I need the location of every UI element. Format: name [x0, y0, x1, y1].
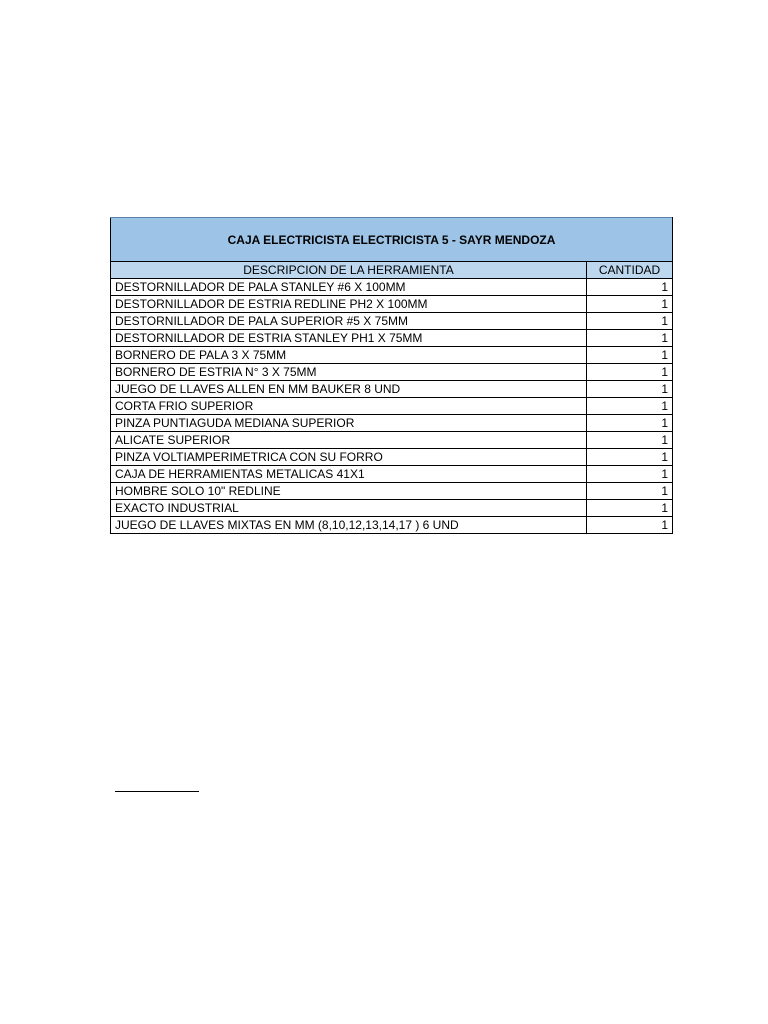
table-row — [111, 449, 673, 466]
item-description: JUEGO DE LLAVES ALLEN EN MM BAUKER 8 UND — [111, 381, 587, 398]
table-title-row — [111, 218, 673, 262]
item-description: DESTORNILLADOR DE ESTRIA REDLINE PH2 X 100MM — [111, 296, 587, 313]
item-quantity: 1 — [587, 330, 673, 347]
item-description: ALICATE SUPERIOR — [111, 432, 587, 449]
item-quantity: 1 — [587, 398, 673, 415]
item-quantity: 1 — [587, 279, 673, 296]
item-description: PINZA VOLTIAMPERIMETRICA CON SU FORRO — [111, 449, 587, 466]
table-row — [111, 500, 673, 517]
item-quantity: 1 — [587, 449, 673, 466]
item-quantity: 1 — [587, 500, 673, 517]
table-row — [111, 483, 673, 500]
table-header-row — [111, 262, 673, 279]
header-description: DESCRIPCION DE LA HERRAMIENTA — [111, 262, 587, 279]
item-quantity: 1 — [587, 381, 673, 398]
table-row — [111, 313, 673, 330]
item-description: BORNERO DE ESTRIA N° 3 X 75MM — [111, 364, 587, 381]
table-row — [111, 517, 673, 534]
item-quantity: 1 — [587, 347, 673, 364]
table-body — [111, 218, 673, 534]
table-row — [111, 381, 673, 398]
table-row — [111, 466, 673, 483]
item-description: DESTORNILLADOR DE ESTRIA STANLEY PH1 X 75MM — [111, 330, 587, 347]
header-quantity: CANTIDAD — [587, 262, 673, 279]
table-row — [111, 347, 673, 364]
item-description: DESTORNILLADOR DE PALA SUPERIOR #5 X 75MM — [111, 313, 587, 330]
table-row — [111, 398, 673, 415]
item-description: CAJA DE HERRAMIENTAS METALICAS 41X1 — [111, 466, 587, 483]
item-quantity: 1 — [587, 296, 673, 313]
table-row — [111, 296, 673, 313]
item-quantity: 1 — [587, 432, 673, 449]
item-description: PINZA PUNTIAGUDA MEDIANA SUPERIOR — [111, 415, 587, 432]
table-row — [111, 364, 673, 381]
item-description: BORNERO DE PALA 3 X 75MM — [111, 347, 587, 364]
item-description: EXACTO INDUSTRIAL — [111, 500, 587, 517]
item-description: CORTA FRIO SUPERIOR — [111, 398, 587, 415]
item-description: DESTORNILLADOR DE PALA STANLEY #6 X 100MM — [111, 279, 587, 296]
table-row — [111, 279, 673, 296]
item-description: HOMBRE SOLO 10" REDLINE — [111, 483, 587, 500]
item-quantity: 1 — [587, 466, 673, 483]
table-row — [111, 330, 673, 347]
tool-inventory-table — [110, 217, 673, 534]
item-quantity: 1 — [587, 483, 673, 500]
signature-line — [115, 791, 199, 792]
item-quantity: 1 — [587, 415, 673, 432]
item-quantity: 1 — [587, 313, 673, 330]
item-quantity: 1 — [587, 364, 673, 381]
item-description: JUEGO DE LLAVES MIXTAS EN MM (8,10,12,13,14,17 ) 6 UND — [111, 517, 587, 534]
table-row — [111, 415, 673, 432]
table-row — [111, 432, 673, 449]
table-title: CAJA ELECTRICISTA ELECTRICISTA 5 - SAYR MENDOZA — [111, 218, 673, 262]
item-quantity: 1 — [587, 517, 673, 534]
